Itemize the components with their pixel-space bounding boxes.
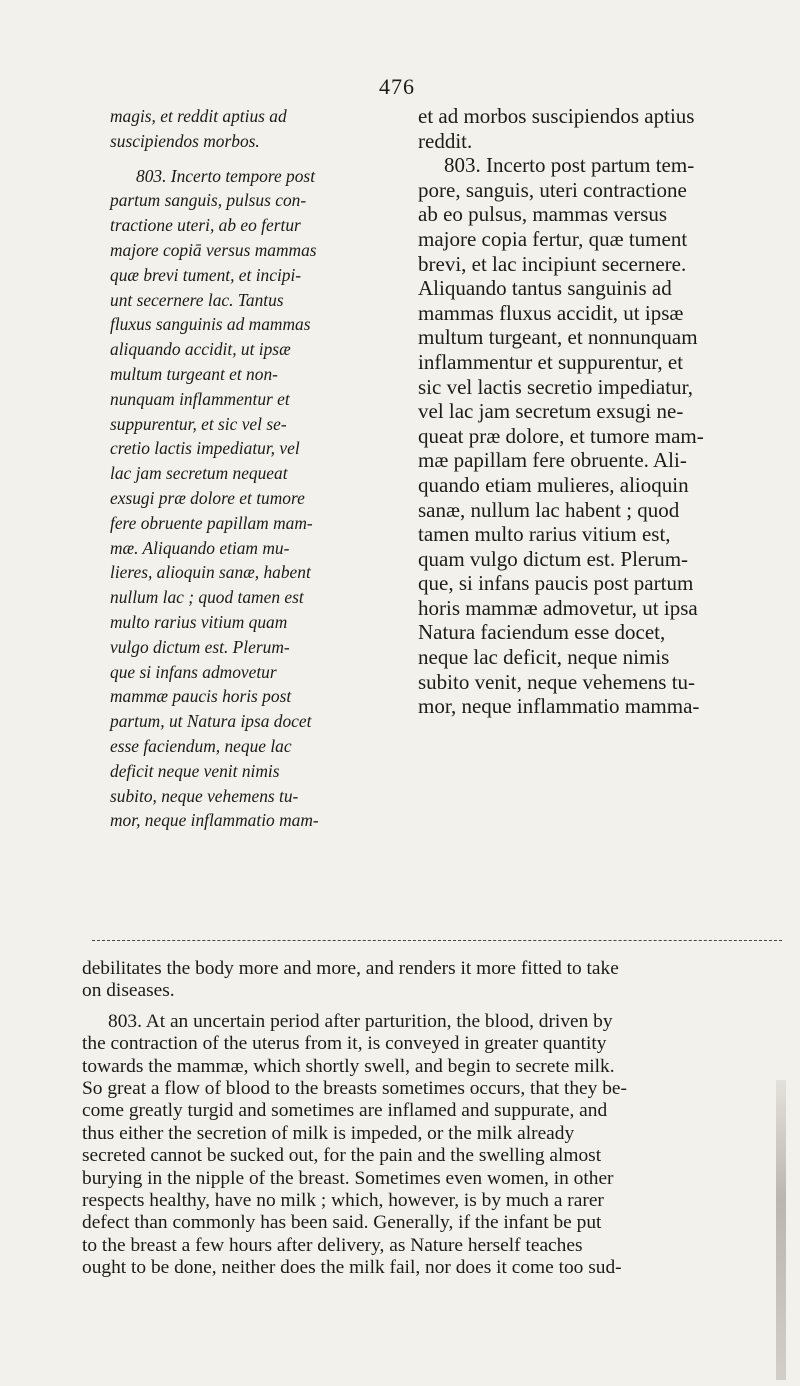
- text-line: subito venit, neque vehemens tu-: [418, 669, 696, 694]
- text-line: reddit.: [418, 128, 473, 153]
- text-line: fluxus sanguinis ad mammas: [110, 314, 311, 335]
- text-line: defect than commonly has been said. Generally, if the infant be put: [82, 1212, 602, 1234]
- right-section-803: [418, 153, 748, 719]
- text-line: ought to be done, neither does the milk fail, nor does it come too sud-: [82, 1257, 622, 1279]
- text-line: exsugi præ dolore et tumore: [110, 487, 305, 508]
- text-line: come greatly turgid and sometimes are inflamed and suppurate, and: [82, 1100, 608, 1122]
- page-number: 476: [379, 74, 415, 99]
- text-line: vulgo dictum est. Plerum-: [110, 636, 290, 657]
- text-line: debilitates the body more and more, and renders it more fitted to take: [82, 958, 619, 979]
- text-line: multum turgeant, et nonnunquam: [418, 325, 698, 350]
- text-line: brevi, et lac incipiunt secernere.: [418, 251, 687, 276]
- latin-right-column: [418, 104, 748, 719]
- text-line: sic vel lactis secretio impediatur,: [418, 374, 693, 399]
- text-line: fere obruente papillam mam-: [110, 512, 313, 533]
- text-line: majore copia fertur, quæ tument: [418, 226, 688, 251]
- right-intro-paragraph: [418, 104, 748, 153]
- text-line: quæ brevi tument, et incipi-: [110, 264, 302, 285]
- text-line: respects healthy, have no milk ; which, however, is by much a rarer: [82, 1190, 604, 1212]
- text-line: suppurentur, et sic vel se-: [110, 413, 287, 434]
- text-line: quando etiam mulieres, alioquin: [418, 472, 689, 497]
- text-line: multum turgeant et non-: [110, 363, 278, 384]
- latin-left-column: [110, 104, 410, 833]
- text-line: et ad morbos suscipiendos aptius: [418, 104, 695, 128]
- text-line: lieres, alioquin sanæ, habent: [110, 562, 311, 583]
- text-line: vel lac jam secretum exsugi ne-: [418, 399, 684, 424]
- text-line: partum sanguis, pulsus con-: [110, 190, 307, 211]
- text-line: to the breast a few hours after delivery, as Nature herself teaches: [82, 1234, 583, 1256]
- text-line: tamen multo rarius vitium est,: [418, 522, 671, 547]
- text-line: mor, neque inflammatio mamma-: [418, 694, 700, 719]
- text-line: burying in the nipple of the breast. Sometimes even women, in other: [82, 1167, 614, 1189]
- text-line: lac jam secretum nequeat: [110, 463, 288, 484]
- text-line: neque lac deficit, neque nimis: [418, 645, 670, 670]
- text-line: 803. Incerto post partum tem-: [444, 153, 695, 178]
- text-line: deficit neque venit nimis: [110, 760, 280, 781]
- text-line: mæ. Aliquando etiam mu-: [110, 537, 290, 558]
- text-line: unt secernere lac. Tantus: [110, 289, 284, 310]
- text-line: ab eo pulsus, mammas versus: [418, 202, 668, 227]
- text-line: queat præ dolore, et tumore mam-: [418, 423, 704, 448]
- text-line: subito, neque vehemens tu-: [110, 785, 299, 806]
- text-line: So great a flow of blood to the breasts sometimes occurs, that they be-: [82, 1078, 627, 1100]
- text-line: sanæ, nullum lac habent ; quod: [418, 497, 680, 522]
- text-line: inflammentur et suppurentur, et: [418, 349, 684, 374]
- text-line: 803. At an uncertain period after parturition, the blood, driven by: [108, 1010, 613, 1032]
- footnote-divider: [92, 940, 782, 941]
- text-line: nunquam inflammentur et: [110, 388, 290, 409]
- english-translation: [82, 958, 752, 1280]
- text-line: partum, ut Natura ipsa docet: [110, 711, 312, 732]
- text-line: cretio lactis impediatur, vel: [110, 438, 300, 459]
- text-line: on diseases.: [82, 980, 175, 1002]
- text-line: towards the mammæ, which shortly swell, and begin to secrete milk.: [82, 1055, 615, 1077]
- text-line: que, si infans paucis post partum: [418, 571, 694, 596]
- left-section-803: [110, 164, 410, 834]
- left-intro-paragraph: [110, 104, 410, 154]
- page-edge-shadow: [776, 1080, 786, 1380]
- text-line: thus either the secretion of milk is impeded, or the milk already: [82, 1122, 575, 1144]
- footnote-section-803: [82, 1011, 752, 1280]
- text-line: Natura faciendum esse docet,: [418, 620, 666, 645]
- text-line: tractione uteri, ab eo fertur: [110, 215, 301, 236]
- text-line: suscipiendos morbos.: [110, 130, 260, 151]
- text-line: aliquando accidit, ut ipsæ: [110, 339, 291, 360]
- text-line: mor, neque inflammatio mam-: [110, 810, 319, 831]
- text-line: esse faciendum, neque lac: [110, 735, 292, 756]
- text-line: the contraction of the uterus from it, is conveyed in greater quantity: [82, 1033, 607, 1055]
- text-line: secreted cannot be sucked out, for the pain and the swelling almost: [82, 1145, 602, 1167]
- footnote-intro-paragraph: [82, 958, 752, 1003]
- text-line: horis mammæ admovetur, ut ipsa: [418, 595, 698, 620]
- text-line: majore copiā versus mammas: [110, 239, 317, 260]
- text-line: 803. Incerto tempore post: [136, 165, 316, 186]
- text-line: multo rarius vitium quam: [110, 611, 288, 632]
- text-line: mæ papillam fere obruente. Ali-: [418, 448, 687, 473]
- text-line: pore, sanguis, uteri contractione: [418, 177, 687, 202]
- text-line: mammæ paucis horis post: [110, 686, 292, 707]
- text-line: quam vulgo dictum est. Plerum-: [418, 546, 689, 571]
- text-line: nullum lac ; quod tamen est: [110, 587, 304, 608]
- text-line: magis, et reddit aptius ad: [110, 106, 287, 126]
- text-line: Aliquando tantus sanguinis ad: [418, 276, 672, 301]
- text-line: que si infans admovetur: [110, 661, 277, 682]
- text-line: mammas fluxus accidit, ut ipsæ: [418, 300, 684, 325]
